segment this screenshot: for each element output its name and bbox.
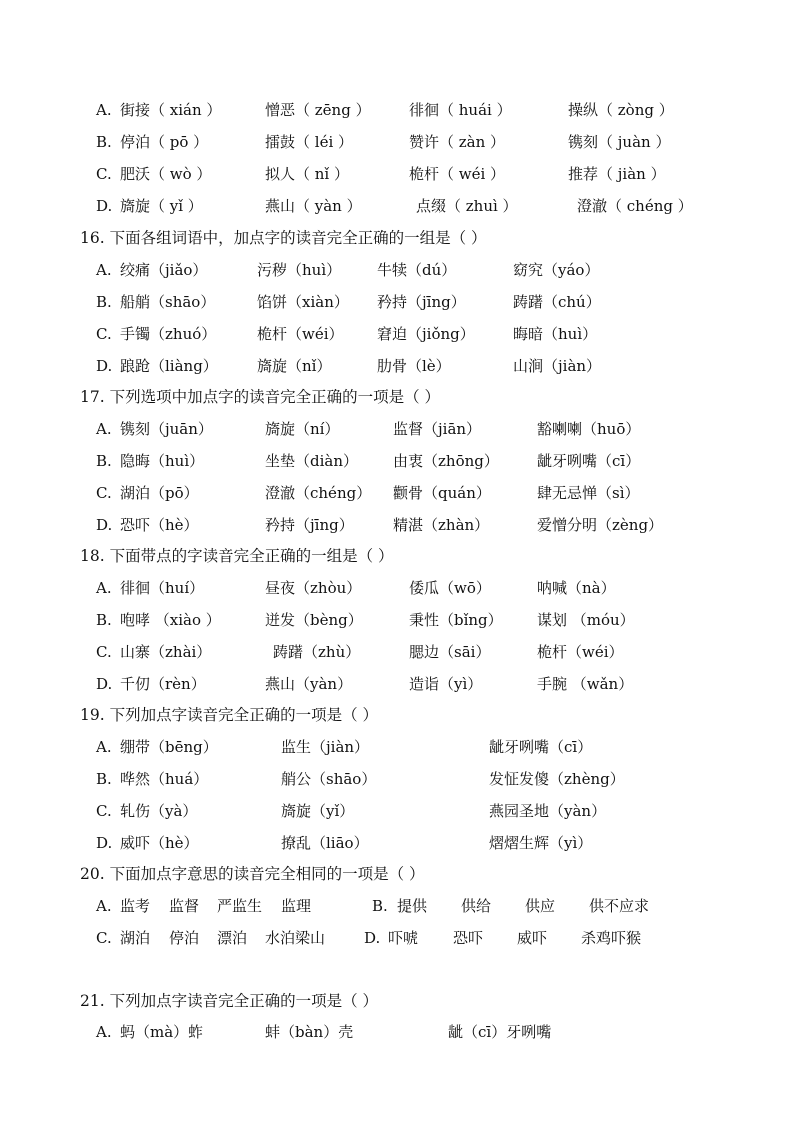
- option-item: 精湛（zhàn）: [393, 516, 490, 534]
- option-label: D.: [96, 357, 113, 375]
- question-stem: 下面加点字意思的读音完全相同的一项是（ ）: [109, 865, 425, 883]
- question-19-stem: [80, 703, 378, 727]
- option-item: 污秽（huì）: [257, 261, 342, 279]
- option-item: 徘徊（ huái ）: [409, 101, 512, 119]
- option-item: 威吓: [517, 929, 548, 947]
- option-item: 桅杆（ wéi ）: [409, 165, 506, 183]
- option-label: D.: [96, 834, 113, 852]
- option-item: 轧伤（yà）: [120, 802, 198, 820]
- question-21-stem: [80, 989, 378, 1013]
- option-label: A.: [96, 101, 112, 119]
- option-item: 踉跄（liàng）: [120, 357, 218, 375]
- option-item: 坐垫（diàn）: [265, 452, 359, 470]
- option-item: 颧骨（quán）: [393, 484, 491, 502]
- option-item: 肋骨（lè）: [377, 357, 451, 375]
- question-stem: 下列选项中加点字的读音完全正确的一项是（ ）: [109, 388, 441, 406]
- option-label: A.: [96, 261, 112, 279]
- option-label: B.: [96, 133, 112, 151]
- option-item: 迸发（bèng）: [265, 611, 363, 629]
- option-label: C.: [96, 484, 112, 502]
- option-item: 吓唬: [388, 929, 419, 947]
- option-item: 拟人（ nǐ ）: [265, 165, 349, 183]
- option-item: 澄澈（ chéng ）: [577, 197, 693, 215]
- option-item: 湖泊: [120, 929, 151, 947]
- option-item: 蚌（bàn）壳: [265, 1023, 354, 1041]
- option-item: 桅杆（wéi）: [257, 325, 344, 343]
- option-item: 晦暗（huì）: [513, 325, 598, 343]
- option-item: 豁喇喇（huō）: [537, 420, 641, 438]
- option-label: C.: [96, 643, 112, 661]
- option-item: 停泊（ pō ）: [120, 133, 209, 151]
- option-item: 供不应求: [589, 897, 650, 915]
- option-item: 龇牙咧嘴（cī）: [489, 738, 593, 756]
- option-item: 手腕 （wǎn）: [537, 675, 634, 693]
- option-item: 监理: [281, 897, 312, 915]
- option-item: 桅杆（wéi）: [537, 643, 624, 661]
- question-stem: 下列加点字读音完全正确的一项是（ ）: [109, 992, 379, 1010]
- option-item: 水泊梁山: [265, 929, 326, 947]
- option-item: 湖泊（pō）: [120, 484, 199, 502]
- option-item: 窘迫（jiǒng）: [377, 325, 475, 343]
- question-17-stem: [80, 385, 440, 409]
- option-item: 发怔发傻（zhèng）: [489, 770, 625, 788]
- option-item: 街接（ xián ）: [120, 101, 222, 119]
- option-item: 操纵（ zòng ）: [568, 101, 674, 119]
- option-item: 恐吓（hè）: [120, 516, 199, 534]
- option-item: 龇牙咧嘴（cī）: [537, 452, 641, 470]
- option-item: 燕山（yàn）: [265, 675, 353, 693]
- option-label: D.: [96, 197, 113, 215]
- question-16-stem: [80, 226, 487, 250]
- question-number: 19.: [80, 706, 105, 724]
- option-label: D.: [364, 929, 381, 947]
- option-label: B.: [96, 770, 112, 788]
- option-item: 谋划 （móu）: [537, 611, 635, 629]
- option-item: 艄公（shāo）: [281, 770, 377, 788]
- option-item: 窈究（yáo）: [513, 261, 600, 279]
- option-item: 推荐（ jiàn ）: [568, 165, 666, 183]
- option-item: 山寨（zhài）: [120, 643, 212, 661]
- option-item: 徘徊（huí）: [120, 579, 205, 597]
- option-item: 船艄（shāo）: [120, 293, 216, 311]
- option-item: 昼夜（zhòu）: [265, 579, 362, 597]
- option-item: 旖旋（yǐ）: [281, 802, 355, 820]
- question-number: 18.: [80, 547, 105, 565]
- option-item: 肥沃（ wò ）: [120, 165, 212, 183]
- option-item: 撩乱（liāo）: [281, 834, 369, 852]
- option-item: 哗然（huá）: [120, 770, 209, 788]
- option-item: 秉性（bǐng）: [409, 611, 503, 629]
- option-item: 停泊: [169, 929, 200, 947]
- option-item: 蚂（mà）蚱: [120, 1023, 204, 1041]
- option-item: 咆哮 （xiào ）: [120, 611, 221, 629]
- option-item: 肆无忌惮（sì）: [537, 484, 640, 502]
- option-item: 爱憎分明（zèng）: [537, 516, 664, 534]
- option-item: 牛犊（dú）: [377, 261, 457, 279]
- option-item: 绞痛（jiǎo）: [120, 261, 208, 279]
- option-label: A.: [96, 1023, 112, 1041]
- option-item: 威吓（hè）: [120, 834, 199, 852]
- option-item: 供给: [461, 897, 492, 915]
- option-item: 馅饼（xiàn）: [257, 293, 349, 311]
- option-label: A.: [96, 420, 112, 438]
- option-item: 监生（jiàn）: [281, 738, 370, 756]
- option-item: 点缀（ zhuì ）: [416, 197, 518, 215]
- option-item: 矜持（jīng）: [377, 293, 466, 311]
- option-label: B.: [96, 452, 112, 470]
- question-number: 16.: [80, 229, 105, 247]
- option-item: 呐喊（nà）: [537, 579, 616, 597]
- option-item: 隐晦（huì）: [120, 452, 205, 470]
- question-stem: 下面带点的字读音完全正确的一组是（ ）: [109, 547, 394, 565]
- question-stem: 下列加点字读音完全正确的一项是（ ）: [109, 706, 379, 724]
- question-number: 17.: [80, 388, 105, 406]
- option-label: B.: [372, 897, 388, 915]
- option-item: 旖旋（ yǐ ）: [120, 197, 203, 215]
- option-item: 严监生: [217, 897, 263, 915]
- option-item: 千仞（rèn）: [120, 675, 206, 693]
- option-item: 倭瓜（wō）: [409, 579, 491, 597]
- option-label: A.: [96, 738, 112, 756]
- option-item: 擂鼓（ léi ）: [265, 133, 354, 151]
- option-label: C.: [96, 325, 112, 343]
- option-label: C.: [96, 929, 112, 947]
- question-stem: 下面各组词语中，加点字的读音完全正确的一组是（ ）: [109, 229, 487, 247]
- option-item: 绷带（bēng）: [120, 738, 218, 756]
- option-item: 旖旋（nǐ）: [257, 357, 332, 375]
- question-20-stem: [80, 862, 425, 886]
- option-label: B.: [96, 611, 112, 629]
- question-18-stem: [80, 544, 394, 568]
- option-item: 监考: [120, 897, 151, 915]
- option-item: 监督（jiān）: [393, 420, 482, 438]
- option-item: 提供: [397, 897, 428, 915]
- option-label: C.: [96, 165, 112, 183]
- option-item: 杀鸡吓猴: [581, 929, 642, 947]
- option-item: 漂泊: [217, 929, 248, 947]
- option-item: 腮边（sāi）: [409, 643, 491, 661]
- option-label: B.: [96, 293, 112, 311]
- option-label: A.: [96, 897, 112, 915]
- question-number: 21.: [80, 992, 105, 1010]
- option-item: 镌刻（ juàn ）: [568, 133, 671, 151]
- option-item: 镌刻（juān）: [120, 420, 213, 438]
- option-item: 熠熠生辉（yì）: [489, 834, 593, 852]
- option-item: 赞许（ zàn ）: [409, 133, 506, 151]
- option-item: 踌躇（chú）: [513, 293, 601, 311]
- option-item: 恐吓: [453, 929, 484, 947]
- option-item: 憎恶（ zēng ）: [265, 101, 371, 119]
- option-label: C.: [96, 802, 112, 820]
- option-item: 燕园圣地（yàn）: [489, 802, 607, 820]
- option-item: 龇（cī）牙咧嘴: [448, 1023, 552, 1041]
- option-item: 旖旋（ní）: [265, 420, 340, 438]
- question-number: 20.: [80, 865, 105, 883]
- option-item: 山涧（jiàn）: [513, 357, 602, 375]
- option-label: A.: [96, 579, 112, 597]
- option-label: D.: [96, 516, 113, 534]
- option-item: 供应: [525, 897, 556, 915]
- option-item: 燕山（ yàn ）: [265, 197, 362, 215]
- option-item: 由衷（zhōng）: [393, 452, 499, 470]
- option-item: 踌躇（zhù）: [273, 643, 361, 661]
- option-item: 澄澈（chéng）: [265, 484, 372, 502]
- option-item: 手镯（zhuó）: [120, 325, 217, 343]
- option-item: 矜持（jīng）: [265, 516, 354, 534]
- option-label: D.: [96, 675, 113, 693]
- option-item: 监督: [169, 897, 200, 915]
- option-item: 造诣（yì）: [409, 675, 483, 693]
